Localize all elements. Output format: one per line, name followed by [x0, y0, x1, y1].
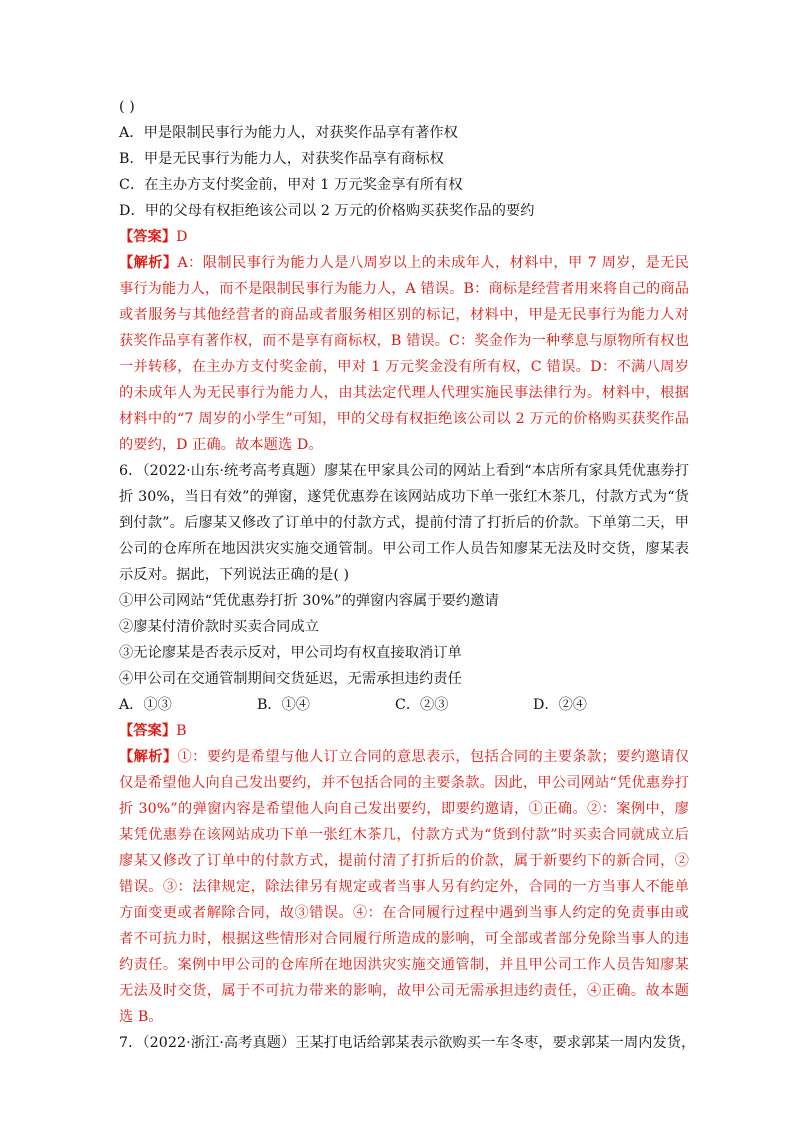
analysis-tag: 【解析】: [119, 255, 178, 271]
q6-answer: [119, 718, 689, 744]
question-7-stem: 7．（2022·浙江·高考真题）王某打电话给郭某表示欲购买一车冬枣，要求郭某一周内发货，: [119, 1035, 696, 1051]
q6-option-d: D．②④: [533, 697, 587, 713]
q6-statement-2: ②廖某付清价款时买卖合同成立: [119, 619, 320, 635]
q5-option-c: C．在主办方支付奖金前，甲对 1 万元奖金享有所有权: [119, 177, 463, 193]
answer-tag: 【答案】: [119, 723, 177, 739]
question-6-stem: 6．（2022·山东·统考高考真题）廖某在甲家具公司的网站上看到“本店所有家具凭优惠券打折 30%，当日有效”的弹窗，遂凭优惠券在该网站成功下单一张红木茶几，付款方式为“货到付款”。后廖某又修改了订单中的付款方式，提前付清了打折后的价款。下单第二天，甲公司的仓库所在地因洪灾实施交通管制。甲公司工作人员告知廖某无法及时交货，廖某表示反对。据此，下列说法正确的是( ): [119, 463, 689, 583]
q6-option-a: A．①③: [119, 697, 172, 713]
q5-analysis: [119, 250, 689, 458]
q5-option-a: A．甲是限制民事行为能力人，对获奖作品享有著作权: [119, 125, 458, 141]
answer-tag: 【答案】: [119, 229, 177, 245]
analysis-text: ①：要约是希望与他人订立合同的意思表示，包括合同的主要条款；要约邀请仅仅是希望他人向自己发出要约，并不包括合同的主要条款。因此，甲公司网站“凭优惠券打折 30%”的弹窗内容是希望他人向自己发出要约，即要约邀请，①正确。②：案例中，廖某凭优惠券在该网站成功下单一张红木茶几，付款方式为“货到付款”时买卖合同就成立后廖某又修改了订单中的付款方式，提前付清了打折后的价款，属于新要约下的新合同，②错误。③：法律规定，除法律另有规定或者当事人另有约定外，合同的一方当事人不能单方面变更或者解除合同，故③错误。④：在合同履行过程中遇到当事人约定的免责事由或者不可抗力时，根据这些情形对合同履行所造成的影响，可全部或者部分免除当事人的违约责任。案例中甲公司的仓库所在地因洪灾实施交通管制，并且甲公司工作人员告知廖某无法及时交货，属于不可抗力带来的影响，故甲公司无需承担违约责任，④正确。故本题选 B。: [119, 749, 689, 1025]
q6-analysis: [119, 744, 689, 1030]
q6-statement-3: ③无论廖某是否表示反对，甲公司均有权直接取消订单: [119, 645, 462, 661]
document-page: [119, 94, 696, 1056]
q5-option-d: D．甲的父母有权拒绝该公司以 2 万元的价格购买获奖作品的要约: [119, 203, 535, 219]
analysis-text: A：限制民事行为能力人是八周岁以上的未成年人，材料中，甲 7 周岁，是无民事行为能力人，而不是限制民事行为能力人，A 错误。B：商标是经营者用来将自己的商品或者服务与其他经营者的商品或者服务相区别的标记，材料中，甲是无民事行为能力人对获奖作品享有著作权，而不是享有商标权，B 错误。C：奖金作为一种孳息与原物所有权也一并转移，在主办方支付奖金前，甲对 1 万元奖金没有所有权，C 错误。D：不满八周岁的未成年人为无民事行为能力人，由其法定代理人代理实施民事法律行为。材料中，根据材料中的“7 周岁的小学生”可知，甲的父母有权拒绝该公司以 2 万元的价格购买获奖作品的要约，D 正确。故本题选 D。: [119, 255, 689, 453]
q6-options: [119, 692, 689, 718]
answer-value: D: [176, 229, 188, 245]
question-5-bracket: ( ): [119, 99, 135, 115]
analysis-tag: 【解析】: [119, 749, 178, 765]
q5-answer: [119, 224, 689, 250]
q6-option-c: C．②③: [395, 697, 449, 713]
q6-option-b: B．①④: [257, 697, 310, 713]
q6-statement-4: ④甲公司在交通管制期间交货延迟，无需承担违约责任: [119, 671, 462, 687]
q5-option-b: B．甲是无民事行为能力人，对获奖作品享有商标权: [119, 151, 444, 167]
answer-value: B: [176, 723, 187, 739]
q6-statement-1: ①甲公司网站“凭优惠券打折 30%”的弹窗内容属于要约邀请: [119, 593, 499, 609]
